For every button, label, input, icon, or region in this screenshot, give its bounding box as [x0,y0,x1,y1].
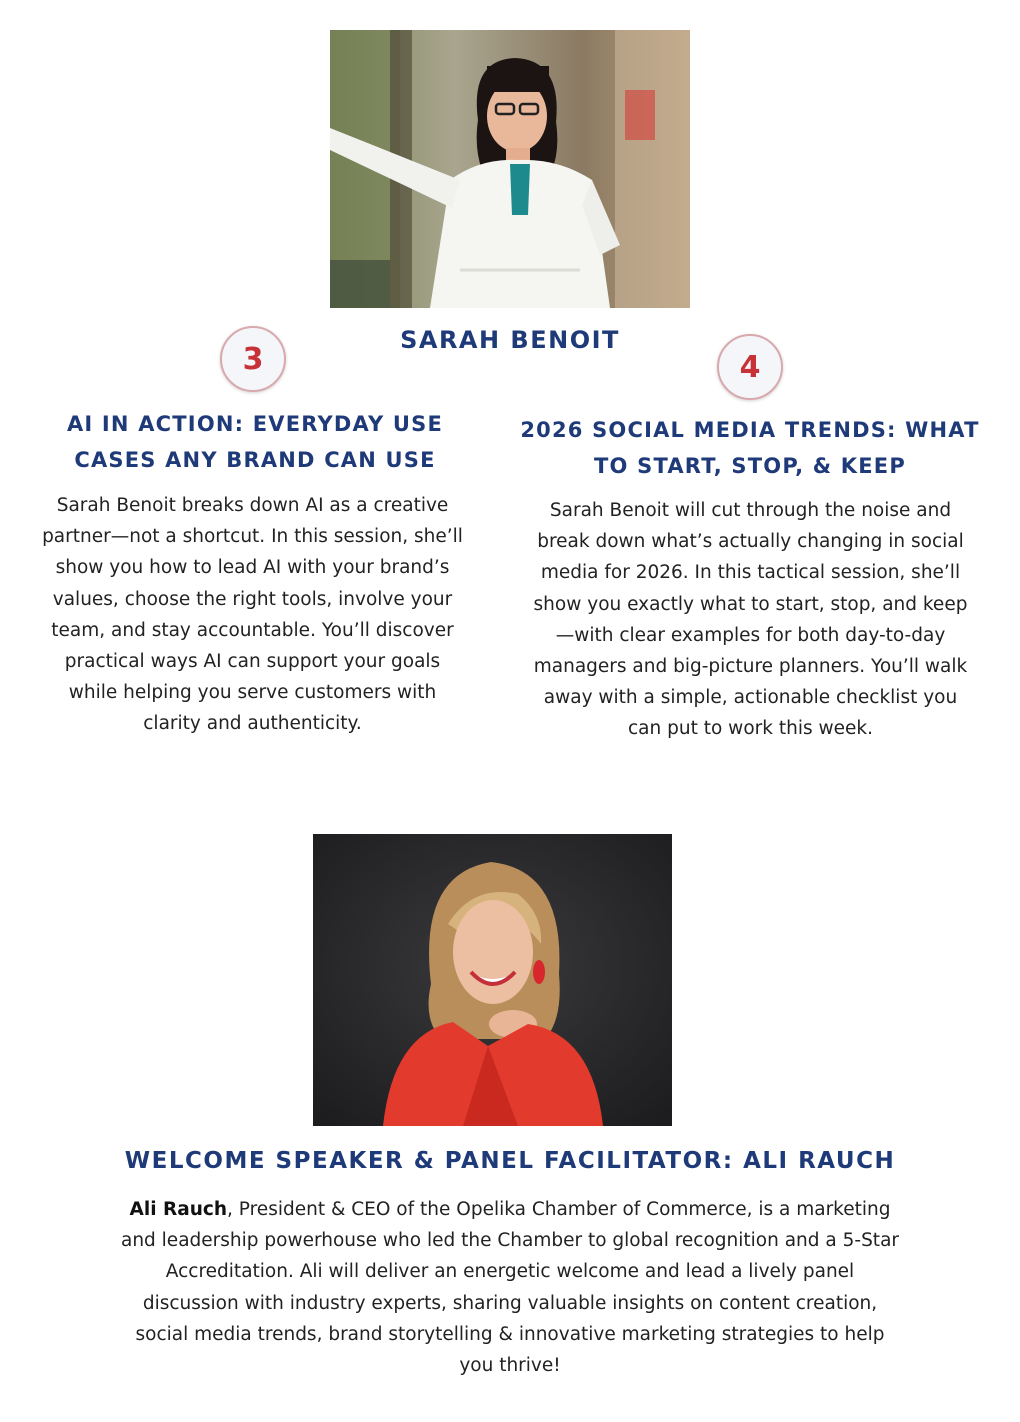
sarah-benoit-portrait-image [330,30,690,308]
ali-rauch-bio: , President & CEO of the Opelika Chamber of Commerce, is a marketing and leadership powerhouse who led the Chamber to global recognition and a 5-Star Accreditation. Ali will deliver an energetic welcome and lead a lively panel discussion with industry experts, sharing valuable insights on content creation, social media trends, brand storytelling & innovative marketing strategies to help you thrive! [120,1199,900,1377]
session-4-description: Sarah Benoit will cut through the noise and break down what’s actually changing in social media for 2026. In this tactical session, she’ll show you exactly what to start, stop, and keep—with clear examples for both day-to-day managers and big-picture planners. You’ll walk away with a simple, actionable checklist you can put to work this week. [533,500,968,740]
ali-rauch-description [118,1194,902,1381]
sarah-benoit-photo [330,30,690,308]
session-3-title: AI IN ACTION: EVERYDAY USE CASES ANY BRAND CAN USE [66,412,444,472]
session-3-description: Sarah Benoit breaks down AI as a creative partner—not a shortcut. In this session, she’ll show you how to lead AI with your brand’s values, choose the right tools, involve your team, and stay accountable. You’ll discover practical ways AI can support your goals while helping you serve customers with clarity and authenticity. [42,495,463,735]
session-3-number: 3 [242,341,264,377]
ali-rauch-heading: WELCOME SPEAKER & PANEL FACILITATOR: ALI RAUCH [124,1148,896,1174]
ali-rauch-photo [313,834,672,1126]
session-4-title: 2026 SOCIAL MEDIA TRENDS: WHAT TO START, STOP, & KEEP [520,418,980,478]
session-4-number-badge [717,334,783,400]
ali-rauch-name: Ali Rauch [129,1199,228,1220]
sarah-benoit-name: SARAH BENOIT [400,326,620,354]
session-4-number: 4 [739,349,761,385]
session-3-number-badge [220,326,286,392]
ali-rauch-portrait-image [313,834,672,1126]
